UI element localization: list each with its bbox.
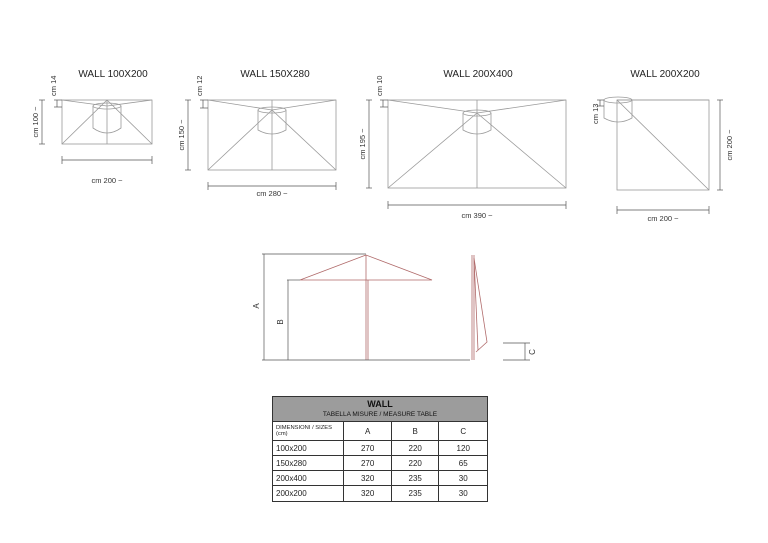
cell-size: 200x400 bbox=[273, 471, 344, 485]
width-label: cm 390 ~ bbox=[461, 211, 493, 220]
cell-b: 235 bbox=[392, 471, 440, 485]
dimension-b-label: B bbox=[276, 319, 285, 325]
table-subtitle: TABELLA MISURE / MEASURE TABLE bbox=[322, 411, 438, 418]
dimension-a-label: A bbox=[252, 303, 261, 309]
cell-a: 320 bbox=[344, 486, 392, 501]
width-label: cm 200 ~ bbox=[91, 176, 123, 185]
measure-table bbox=[272, 396, 488, 502]
cell-a: 270 bbox=[344, 456, 392, 470]
table-header bbox=[273, 397, 487, 422]
depth-label: cm 14 bbox=[49, 75, 58, 96]
plan-view-150x280 bbox=[177, 69, 336, 198]
view-title: WALL 150X280 bbox=[240, 69, 310, 80]
header-sizes: DIMENSIONI / SIZES (cm) bbox=[273, 422, 344, 440]
cell-b: 220 bbox=[392, 441, 440, 455]
view-title: WALL 200X200 bbox=[630, 69, 700, 80]
cell-size: 100x200 bbox=[273, 441, 344, 455]
plan-view-200x200 bbox=[591, 69, 734, 223]
cell-a: 320 bbox=[344, 471, 392, 485]
cell-size: 200x200 bbox=[273, 486, 344, 501]
table-row bbox=[273, 441, 487, 456]
table-row bbox=[273, 486, 487, 501]
height-label: cm 200 ~ bbox=[725, 129, 734, 161]
cell-b: 235 bbox=[392, 486, 440, 501]
cell-size: 150x280 bbox=[273, 456, 344, 470]
height-label: cm 100 ~ bbox=[31, 106, 40, 138]
table-header-row bbox=[273, 422, 487, 441]
view-title: WALL 200X400 bbox=[443, 69, 513, 80]
height-label: cm 195 ~ bbox=[358, 128, 367, 160]
cell-c: 30 bbox=[458, 489, 468, 498]
header-a: A bbox=[344, 422, 392, 440]
side-elevation bbox=[472, 255, 537, 360]
plan-view-100x200 bbox=[31, 69, 152, 185]
plan-view-200x400 bbox=[358, 69, 566, 220]
depth-label: cm 12 bbox=[195, 75, 204, 96]
height-label: cm 150 ~ bbox=[177, 119, 186, 151]
cell-c: 120 bbox=[456, 443, 470, 453]
width-label: cm 280 ~ bbox=[256, 189, 288, 198]
header-c: C bbox=[460, 426, 467, 436]
table-row bbox=[273, 471, 487, 486]
cell-a: 270 bbox=[344, 441, 392, 455]
width-label: cm 200 ~ bbox=[647, 214, 679, 223]
view-title: WALL 100X200 bbox=[78, 69, 148, 80]
cell-b: 220 bbox=[392, 456, 440, 470]
front-elevation bbox=[252, 254, 470, 360]
header-b: B bbox=[392, 422, 440, 440]
depth-label: cm 10 bbox=[375, 75, 384, 96]
table-title: WALL bbox=[367, 399, 393, 409]
cell-c: 30 bbox=[458, 473, 468, 483]
dimension-c-label: C bbox=[528, 349, 537, 355]
cell-c: 65 bbox=[458, 458, 468, 468]
depth-label: cm 13 bbox=[591, 103, 600, 124]
table-row bbox=[273, 456, 487, 471]
